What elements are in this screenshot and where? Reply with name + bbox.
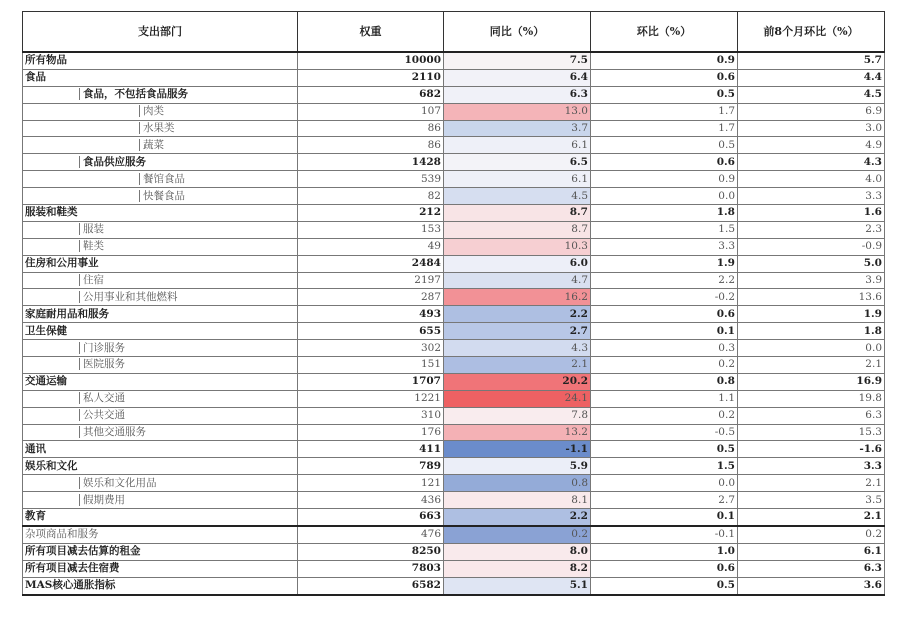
row-category — [23, 137, 298, 154]
row-category — [23, 407, 298, 424]
row-category — [23, 154, 298, 171]
row-mom: 0.6 — [591, 560, 738, 577]
row-category — [23, 492, 298, 509]
row-mom: 2.7 — [591, 492, 738, 509]
row-mom: 0.5 — [591, 137, 738, 154]
header-8month-mom: 前8个月环比（%） — [738, 12, 885, 53]
row-weight: 436 — [298, 492, 444, 509]
row-category — [23, 86, 298, 103]
row-weight: 663 — [298, 509, 444, 526]
row-weight: 1707 — [298, 373, 444, 390]
row-yoy: 0.8 — [444, 475, 591, 492]
table-row — [23, 86, 885, 103]
row-yoy: 2.2 — [444, 509, 591, 526]
row-weight: 212 — [298, 205, 444, 222]
row-8month-mom: 2.1 — [738, 475, 885, 492]
row-category — [23, 390, 298, 407]
row-category-label: 所有项目减去住宿费 — [25, 562, 120, 575]
row-category — [23, 272, 298, 289]
row-category-label: 食品供应服务 — [79, 156, 146, 168]
row-weight: 411 — [298, 441, 444, 458]
row-mom: 0.5 — [591, 577, 738, 594]
row-weight: 493 — [298, 306, 444, 323]
row-category-label: 所有物品 — [25, 54, 67, 67]
row-weight: 86 — [298, 120, 444, 137]
row-category-label: 娱乐和文化 — [25, 459, 78, 472]
row-8month-mom: 3.0 — [738, 120, 885, 137]
row-mom: 0.9 — [591, 52, 738, 69]
row-category — [23, 221, 298, 238]
row-weight: 789 — [298, 458, 444, 475]
row-category-label: 私人交通 — [79, 392, 125, 404]
row-8month-mom: 4.3 — [738, 154, 885, 171]
row-mom: 1.0 — [591, 543, 738, 560]
row-weight: 2197 — [298, 272, 444, 289]
table-row — [23, 289, 885, 306]
row-category — [23, 52, 298, 69]
row-category-label: 假期费用 — [79, 494, 125, 506]
row-mom: 0.6 — [591, 69, 738, 86]
row-weight: 1221 — [298, 390, 444, 407]
row-category-label: 门诊服务 — [79, 342, 125, 354]
row-category-label: 卫生保健 — [25, 324, 67, 337]
row-mom: 1.5 — [591, 221, 738, 238]
table-row — [23, 475, 885, 492]
row-yoy: 2.2 — [444, 306, 591, 323]
row-category — [23, 357, 298, 374]
row-8month-mom: 3.5 — [738, 492, 885, 509]
row-8month-mom: 3.6 — [738, 577, 885, 594]
row-category — [23, 171, 298, 188]
row-8month-mom: 0.2 — [738, 526, 885, 543]
row-category — [23, 205, 298, 222]
row-8month-mom: -0.9 — [738, 238, 885, 255]
row-yoy: 20.2 — [444, 373, 591, 390]
row-category — [23, 424, 298, 441]
row-yoy: 8.2 — [444, 560, 591, 577]
row-category-label: 服装 — [79, 223, 104, 235]
row-mom: 0.8 — [591, 373, 738, 390]
row-category — [23, 238, 298, 255]
row-yoy: 2.1 — [444, 357, 591, 374]
table-body — [23, 52, 885, 595]
row-weight: 7803 — [298, 560, 444, 577]
row-8month-mom: 6.3 — [738, 407, 885, 424]
row-category — [23, 543, 298, 560]
row-yoy: 4.5 — [444, 188, 591, 205]
row-8month-mom: 2.1 — [738, 509, 885, 526]
row-weight: 86 — [298, 137, 444, 154]
row-8month-mom: 6.1 — [738, 543, 885, 560]
row-category-label: 住宿 — [79, 274, 104, 286]
row-8month-mom: 3.3 — [738, 188, 885, 205]
row-category — [23, 441, 298, 458]
row-category-label: 鞋类 — [79, 240, 104, 252]
table-row — [23, 221, 885, 238]
row-category — [23, 306, 298, 323]
table-row — [23, 441, 885, 458]
row-yoy: 2.7 — [444, 323, 591, 340]
row-weight: 10000 — [298, 52, 444, 69]
row-yoy: 10.3 — [444, 238, 591, 255]
table-row — [23, 154, 885, 171]
row-8month-mom: 4.9 — [738, 137, 885, 154]
row-yoy: 8.7 — [444, 205, 591, 222]
row-category — [23, 188, 298, 205]
row-8month-mom: 6.3 — [738, 560, 885, 577]
row-weight: 655 — [298, 323, 444, 340]
row-8month-mom: 1.9 — [738, 306, 885, 323]
row-mom: 1.8 — [591, 205, 738, 222]
row-yoy: 0.2 — [444, 526, 591, 543]
row-weight: 153 — [298, 221, 444, 238]
header-yoy: 同比（%） — [444, 12, 591, 53]
row-category-label: 杂项商品和服务 — [25, 528, 99, 541]
row-mom: 0.9 — [591, 171, 738, 188]
row-category-label: 服装和鞋类 — [25, 206, 78, 219]
row-mom: 0.5 — [591, 86, 738, 103]
table-row — [23, 69, 885, 86]
table-row — [23, 205, 885, 222]
row-category — [23, 373, 298, 390]
row-8month-mom: 1.6 — [738, 205, 885, 222]
row-weight: 107 — [298, 103, 444, 120]
row-weight: 476 — [298, 526, 444, 543]
row-category — [23, 509, 298, 526]
table-row — [23, 137, 885, 154]
header-category: 支出部门 — [23, 12, 298, 53]
row-yoy: 6.1 — [444, 137, 591, 154]
table-row — [23, 323, 885, 340]
row-category — [23, 475, 298, 492]
row-category — [23, 255, 298, 272]
row-yoy: -1.1 — [444, 441, 591, 458]
row-category-label: MAS核心通胀指标 — [25, 579, 116, 592]
row-yoy: 16.2 — [444, 289, 591, 306]
row-category — [23, 120, 298, 137]
table-row — [23, 255, 885, 272]
row-8month-mom: 19.8 — [738, 390, 885, 407]
row-mom: 0.0 — [591, 188, 738, 205]
row-yoy: 6.4 — [444, 69, 591, 86]
row-8month-mom: 3.9 — [738, 272, 885, 289]
table-header — [23, 12, 885, 53]
row-category — [23, 458, 298, 475]
row-8month-mom: 13.6 — [738, 289, 885, 306]
row-8month-mom: 15.3 — [738, 424, 885, 441]
row-category — [23, 69, 298, 86]
row-weight: 310 — [298, 407, 444, 424]
row-8month-mom: 5.0 — [738, 255, 885, 272]
row-8month-mom: 1.8 — [738, 323, 885, 340]
table-row — [23, 357, 885, 374]
row-mom: 0.6 — [591, 306, 738, 323]
row-weight: 302 — [298, 340, 444, 357]
row-mom: 0.1 — [591, 323, 738, 340]
row-weight: 2484 — [298, 255, 444, 272]
row-weight: 2110 — [298, 69, 444, 86]
row-weight: 6582 — [298, 577, 444, 594]
row-mom: 0.2 — [591, 357, 738, 374]
table-row — [23, 272, 885, 289]
row-category — [23, 560, 298, 577]
row-8month-mom: 0.0 — [738, 340, 885, 357]
row-mom: 0.3 — [591, 340, 738, 357]
table-row — [23, 171, 885, 188]
row-8month-mom: 5.7 — [738, 52, 885, 69]
row-category-label: 娱乐和文化用品 — [79, 477, 157, 489]
row-category-label: 家庭耐用品和服务 — [25, 307, 109, 320]
row-yoy: 13.2 — [444, 424, 591, 441]
row-yoy: 8.1 — [444, 492, 591, 509]
row-mom: 1.5 — [591, 458, 738, 475]
row-yoy: 3.7 — [444, 120, 591, 137]
row-mom: -0.5 — [591, 424, 738, 441]
row-mom: 1.9 — [591, 255, 738, 272]
row-weight: 287 — [298, 289, 444, 306]
table-row — [23, 390, 885, 407]
row-weight: 82 — [298, 188, 444, 205]
header-mom: 环比（%） — [591, 12, 738, 53]
row-category-label: 公共交通 — [79, 409, 125, 421]
row-mom: -0.1 — [591, 526, 738, 543]
table-row — [23, 306, 885, 323]
row-8month-mom: 6.9 — [738, 103, 885, 120]
table-row — [23, 577, 885, 594]
row-mom: 1.7 — [591, 120, 738, 137]
row-category — [23, 289, 298, 306]
row-8month-mom: 2.3 — [738, 221, 885, 238]
row-category-label: 餐馆食品 — [139, 173, 185, 185]
table-row — [23, 424, 885, 441]
row-category — [23, 323, 298, 340]
table-row — [23, 492, 885, 509]
row-8month-mom: 2.1 — [738, 357, 885, 374]
row-category-label: 通讯 — [25, 442, 46, 455]
row-8month-mom: 4.5 — [738, 86, 885, 103]
row-yoy: 7.5 — [444, 52, 591, 69]
row-category-label: 其他交通服务 — [79, 426, 146, 438]
row-yoy: 6.3 — [444, 86, 591, 103]
row-category-label: 公用事业和其他燃料 — [79, 291, 178, 303]
row-mom: 1.1 — [591, 390, 738, 407]
row-mom: 2.2 — [591, 272, 738, 289]
row-category-label: 水果类 — [139, 122, 175, 134]
table-row — [23, 407, 885, 424]
row-yoy: 7.8 — [444, 407, 591, 424]
header-row — [23, 12, 885, 53]
row-category — [23, 526, 298, 543]
cpi-table-container — [22, 11, 884, 596]
row-yoy: 8.7 — [444, 221, 591, 238]
row-yoy: 5.9 — [444, 458, 591, 475]
table-row — [23, 340, 885, 357]
row-category-label: 所有项目减去估算的租金 — [25, 545, 141, 558]
row-mom: 0.5 — [591, 441, 738, 458]
row-category-label: 食品 — [25, 71, 46, 84]
row-category — [23, 340, 298, 357]
row-category-label: 食品，不包括食品服务 — [79, 88, 188, 100]
row-mom: 3.3 — [591, 238, 738, 255]
row-weight: 151 — [298, 357, 444, 374]
row-category-label: 蔬菜 — [139, 139, 164, 151]
table-row — [23, 458, 885, 475]
row-yoy: 13.0 — [444, 103, 591, 120]
row-yoy: 4.3 — [444, 340, 591, 357]
row-yoy: 6.1 — [444, 171, 591, 188]
table-row — [23, 188, 885, 205]
row-8month-mom: 16.9 — [738, 373, 885, 390]
row-mom: 1.7 — [591, 103, 738, 120]
table-row — [23, 373, 885, 390]
row-mom: 0.0 — [591, 475, 738, 492]
row-weight: 539 — [298, 171, 444, 188]
row-weight: 8250 — [298, 543, 444, 560]
cpi-table — [22, 11, 885, 596]
table-row — [23, 526, 885, 543]
row-yoy: 4.7 — [444, 272, 591, 289]
table-row — [23, 238, 885, 255]
row-yoy: 6.5 — [444, 154, 591, 171]
row-weight: 176 — [298, 424, 444, 441]
row-category-label: 肉类 — [139, 105, 164, 117]
header-weight: 权重 — [298, 12, 444, 53]
row-category-label: 教育 — [25, 510, 46, 523]
row-yoy: 5.1 — [444, 577, 591, 594]
row-8month-mom: 4.4 — [738, 69, 885, 86]
row-yoy: 24.1 — [444, 390, 591, 407]
row-8month-mom: 3.3 — [738, 458, 885, 475]
row-yoy: 6.0 — [444, 255, 591, 272]
row-mom: -0.2 — [591, 289, 738, 306]
row-category — [23, 577, 298, 594]
row-8month-mom: 4.0 — [738, 171, 885, 188]
row-weight: 121 — [298, 475, 444, 492]
row-yoy: 8.0 — [444, 543, 591, 560]
row-mom: 0.1 — [591, 509, 738, 526]
row-category — [23, 103, 298, 120]
row-weight: 49 — [298, 238, 444, 255]
table-row — [23, 120, 885, 137]
row-weight: 1428 — [298, 154, 444, 171]
row-category-label: 医院服务 — [79, 358, 125, 370]
row-mom: 0.6 — [591, 154, 738, 171]
row-category-label: 交通运输 — [25, 375, 67, 388]
table-row — [23, 509, 885, 526]
table-row — [23, 103, 885, 120]
row-8month-mom: -1.6 — [738, 441, 885, 458]
table-row — [23, 543, 885, 560]
row-weight: 682 — [298, 86, 444, 103]
row-category-label: 快餐食品 — [139, 190, 185, 202]
row-category-label: 住房和公用事业 — [25, 257, 99, 270]
row-mom: 0.2 — [591, 407, 738, 424]
table-row — [23, 52, 885, 69]
table-row — [23, 560, 885, 577]
